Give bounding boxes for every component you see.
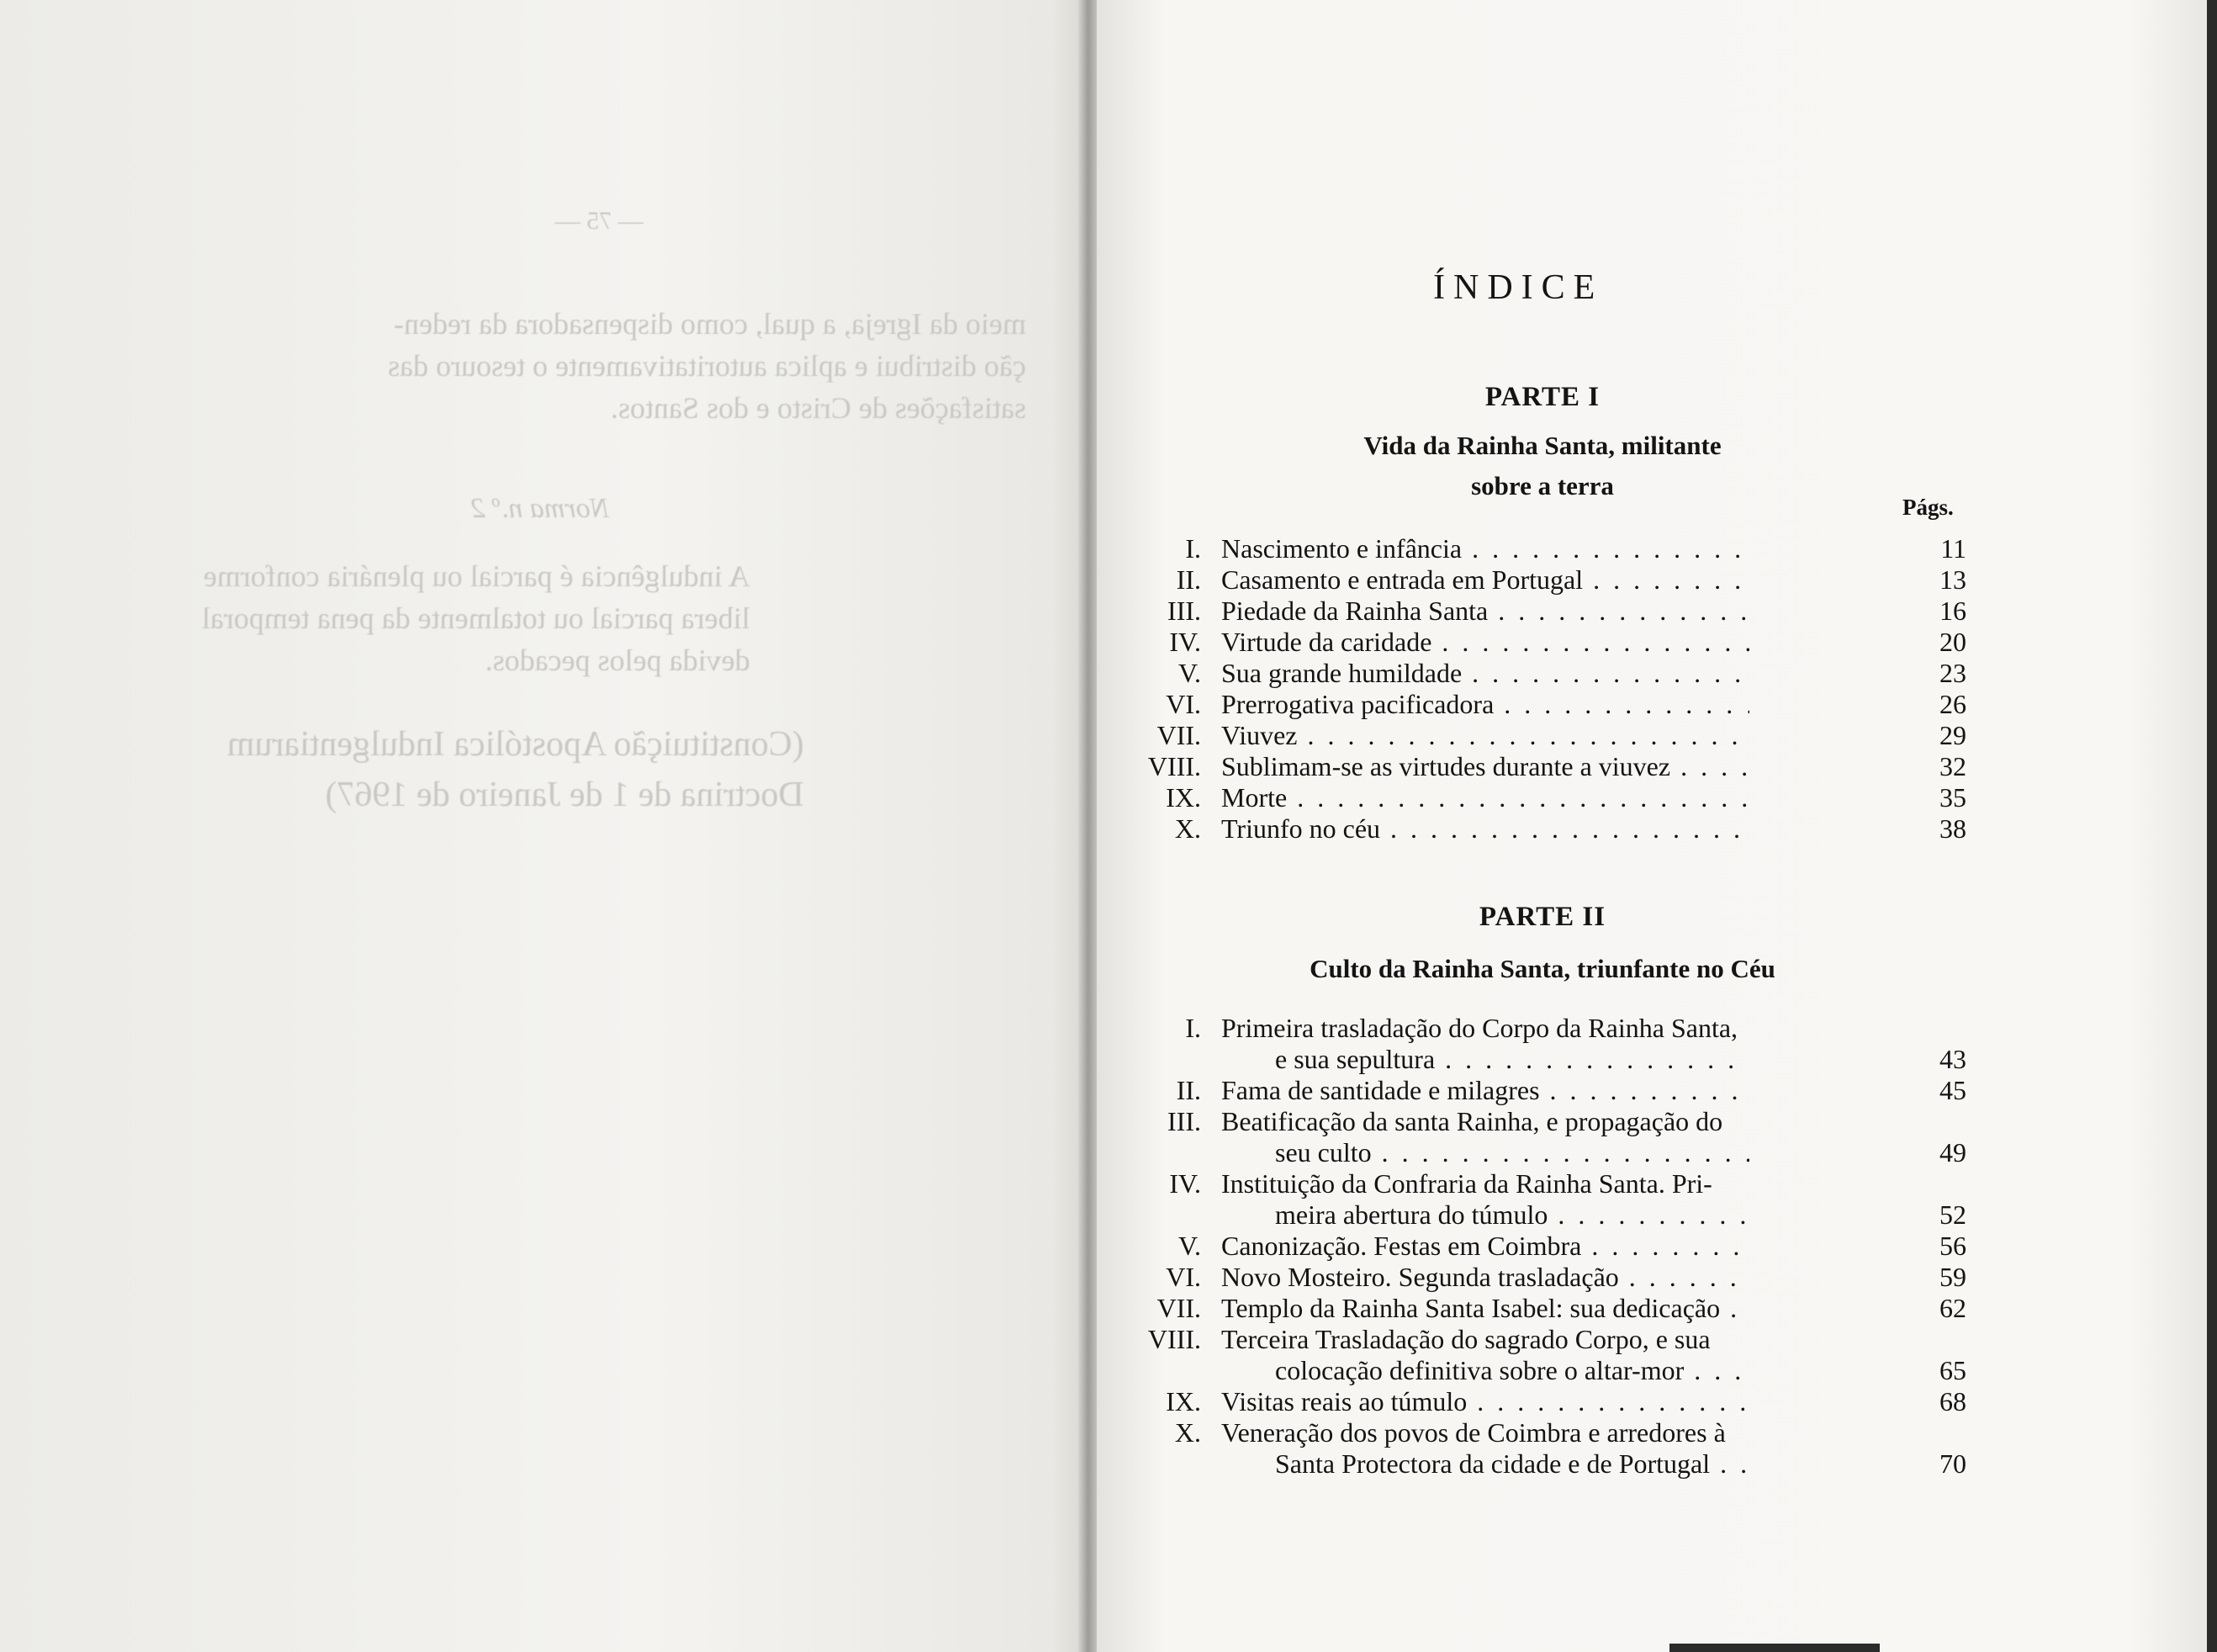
part-1-subtitle-line: sobre a terra: [1471, 471, 1614, 500]
chapter-title: Terceira Trasladação do sagrado Corpo, e sua: [1221, 1324, 1711, 1354]
toc-entry: [1127, 1386, 1968, 1417]
chapter-number: VII.: [1156, 720, 1201, 750]
chapter-title: Prerrogativa pacificadora . . .: [1221, 689, 1749, 720]
chapter-title: Canonização. Festas em Coimbra . . .: [1221, 1231, 1749, 1262]
part-2-table-of-contents: [1127, 1013, 1968, 1480]
page-number: 70: [1939, 1448, 1966, 1479]
toc-entry: [1127, 813, 1968, 845]
page-number: 68: [1939, 1386, 1966, 1416]
page-number: 20: [1939, 627, 1966, 657]
part-2-subtitle: [1282, 949, 1803, 989]
bleed-through-paragraph: [202, 555, 750, 681]
part-1-subtitle-line: Vida da Rainha Santa, militante: [1363, 431, 1722, 460]
page-number: 56: [1939, 1231, 1966, 1261]
bleed-through-line: libera parcial ou totalmente da pena temporal: [202, 601, 750, 635]
chapter-number: VII.: [1156, 1293, 1201, 1323]
toc-entry: [1127, 1262, 1968, 1293]
chapter-number: VI.: [1166, 689, 1201, 719]
toc-entry: [1127, 1293, 1968, 1324]
chapter-title: e sua sepultura . . .: [1275, 1044, 1749, 1075]
part-2-subtitle-line: Culto da Rainha Santa, triunfante no Céu: [1310, 954, 1775, 983]
bleed-through-line: devida pelos pecados.: [484, 643, 750, 677]
bleed-through-line: Doctrina de 1 de Janeiro de 1967): [325, 776, 804, 814]
page-number: 62: [1939, 1293, 1966, 1323]
toc-entry-continuation: [1127, 1355, 1968, 1386]
page-number: 52: [1939, 1199, 1966, 1230]
part-1-table-of-contents: [1127, 533, 1968, 845]
chapter-title: Primeira trasladação do Corpo da Rainha Santa,: [1221, 1013, 1738, 1043]
page-edge: [2207, 0, 2217, 1652]
chapter-number: IX.: [1166, 782, 1201, 813]
toc-entry-continuation: [1127, 1137, 1968, 1168]
toc-entry: [1127, 533, 1968, 564]
chapter-title: Sublimam-se as virtudes durante a viuvez . . .: [1221, 751, 1749, 782]
chapter-number: II.: [1176, 1075, 1201, 1105]
toc-entry: [1127, 1013, 1968, 1044]
bleed-through-line: satisfações de Cristo e dos Santos.: [611, 391, 1026, 425]
bleed-through-line: ção distribui e aplica autoritativamente o tesouro das: [388, 349, 1026, 383]
chapter-title: Nascimento e infância . . .: [1221, 533, 1749, 564]
toc-entry: [1127, 1324, 1968, 1355]
chapter-title: Instituição da Confraria da Rainha Santa. Pri-: [1221, 1168, 1712, 1199]
toc-entry-continuation: [1127, 1448, 1968, 1480]
page-number: 32: [1939, 751, 1966, 781]
toc-entry: [1127, 720, 1968, 751]
bleed-through-line: A indulgência é parcial ou plenária conforme: [203, 559, 750, 593]
bleed-through-heading: Norma n.º 2: [471, 493, 610, 524]
page-number: 59: [1939, 1262, 1966, 1292]
part-1-heading: PARTE I: [1484, 382, 1601, 412]
page-number: 29: [1939, 720, 1966, 750]
pages-column-label: Págs.: [1902, 495, 1954, 520]
chapter-number: IV.: [1169, 627, 1201, 657]
page-number: 23: [1939, 658, 1966, 688]
chapter-number: III.: [1167, 596, 1201, 626]
chapter-title: Virtude da caridade . . .: [1221, 627, 1749, 658]
toc-entry: [1127, 564, 1968, 596]
bleed-through-citation: [227, 719, 804, 820]
toc-entry-continuation: [1127, 1199, 1968, 1231]
chapter-number: I.: [1185, 533, 1201, 564]
page-number: 16: [1939, 596, 1966, 626]
toc-entry: [1127, 751, 1968, 782]
part-2-heading: PARTE II: [1479, 902, 1606, 932]
toc-entry: [1127, 689, 1968, 720]
chapter-number: III.: [1167, 1106, 1201, 1136]
chapter-title: colocação definitiva sobre o altar-mor . . .: [1275, 1355, 1749, 1386]
toc-entry-continuation: [1127, 1044, 1968, 1075]
index-title: ÍNDICE: [1433, 268, 1604, 307]
chapter-title: Piedade da Rainha Santa . . .: [1221, 596, 1749, 627]
bleed-through-paragraph: [202, 303, 1026, 429]
scan-shadow: [1669, 1644, 1880, 1652]
chapter-title: Beatificação da santa Rainha, e propagação do: [1221, 1106, 1723, 1136]
chapter-title: Sua grande humildade . . .: [1221, 658, 1749, 689]
page-number: 13: [1939, 564, 1966, 595]
page-number: 35: [1939, 782, 1966, 813]
toc-entry: [1127, 1106, 1968, 1137]
chapter-number: IV.: [1169, 1168, 1201, 1199]
page-number: 26: [1939, 689, 1966, 719]
toc-entry: [1127, 1075, 1968, 1106]
chapter-title: Triunfo no céu . . .: [1221, 813, 1749, 845]
chapter-title: Novo Mosteiro. Segunda trasladação . . .: [1221, 1262, 1749, 1293]
page-number: 49: [1939, 1137, 1966, 1168]
chapter-title: Santa Protectora da cidade e de Portugal . . .: [1275, 1448, 1749, 1480]
bleed-through-page-number: — 75 —: [555, 207, 643, 235]
left-page: [0, 0, 1085, 1652]
toc-entry: [1127, 658, 1968, 689]
page-number: 11: [1940, 533, 1966, 564]
page-number: 45: [1939, 1075, 1966, 1105]
chapter-number: V.: [1178, 658, 1201, 688]
chapter-number: X.: [1174, 1417, 1201, 1448]
page-number: 65: [1939, 1355, 1966, 1385]
bleed-through-line: (Constituição Apostólica Indulgentiarum: [227, 725, 804, 764]
chapter-number: IX.: [1166, 1386, 1201, 1416]
chapter-title: Visitas reais ao túmulo . . .: [1221, 1386, 1749, 1417]
chapter-number: VI.: [1166, 1262, 1201, 1292]
toc-entry: [1127, 1417, 1968, 1448]
chapter-title: Casamento e entrada em Portugal . . .: [1221, 564, 1749, 596]
chapter-title: Veneração dos povos de Coimbra e arredores à: [1221, 1417, 1726, 1448]
chapter-number: V.: [1178, 1231, 1201, 1261]
chapter-title: meira abertura do túmulo . . .: [1275, 1199, 1749, 1231]
bleed-through-line: meio da Igreja, a qual, como dispensadora da reden-: [394, 307, 1026, 341]
chapter-title: Morte . . .: [1221, 782, 1749, 813]
chapter-number: X.: [1174, 813, 1201, 844]
chapter-title: Templo da Rainha Santa Isabel: sua dedicação . . .: [1221, 1293, 1749, 1324]
toc-entry: [1127, 782, 1968, 813]
chapter-number: II.: [1176, 564, 1201, 595]
page-number: 43: [1939, 1044, 1966, 1074]
chapter-title: seu culto . . .: [1275, 1137, 1749, 1168]
toc-entry: [1127, 596, 1968, 627]
chapter-number: VIII.: [1147, 751, 1201, 781]
chapter-title: Viuvez . . .: [1221, 720, 1749, 751]
page-number: 38: [1939, 813, 1966, 844]
chapter-title: Fama de santidade e milagres . . .: [1221, 1075, 1749, 1106]
toc-entry: [1127, 1168, 1968, 1199]
chapter-number: VIII.: [1147, 1324, 1201, 1354]
chapter-number: I.: [1185, 1013, 1201, 1043]
part-1-subtitle: [1282, 426, 1803, 506]
toc-entry: [1127, 627, 1968, 658]
toc-entry: [1127, 1231, 1968, 1262]
